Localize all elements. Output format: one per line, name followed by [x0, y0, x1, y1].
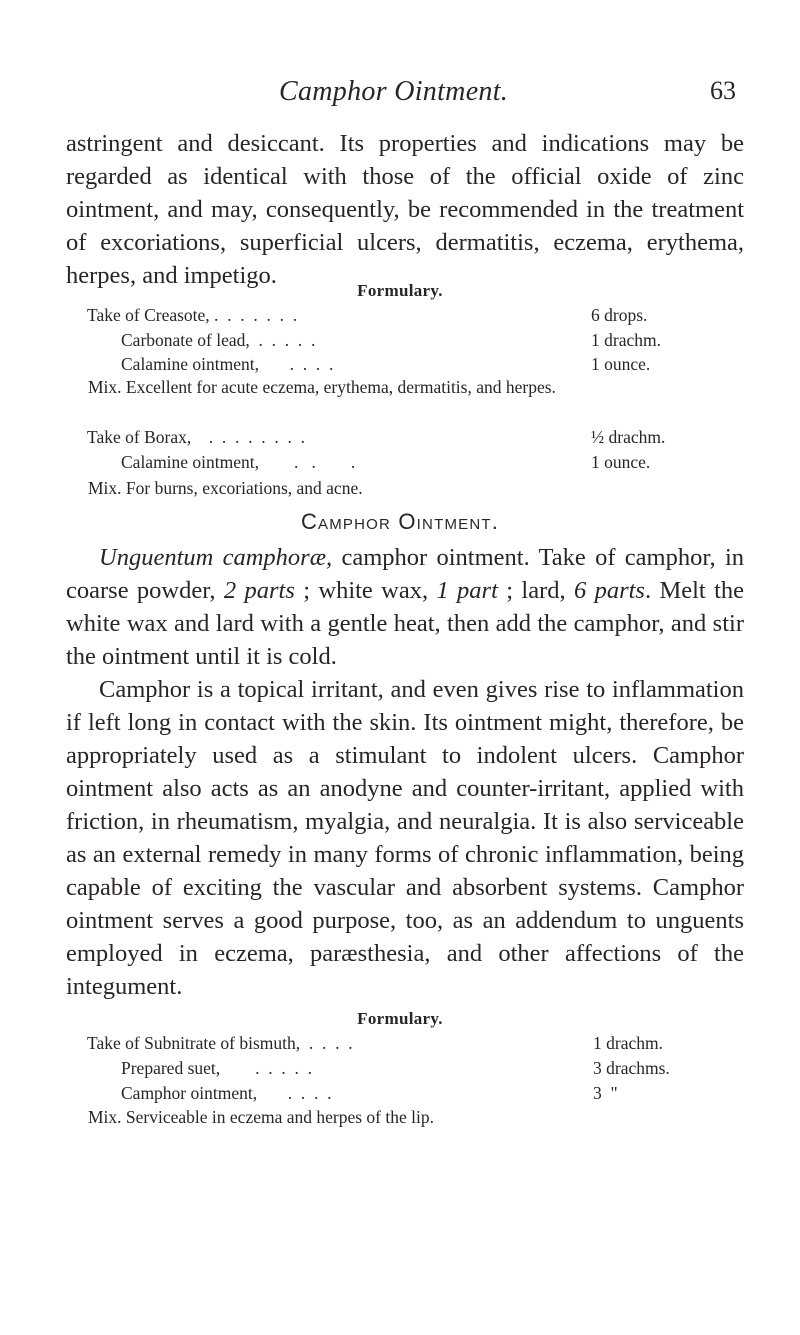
section-heading: Camphor Ointment. [300, 509, 500, 534]
mix-note: Mix. Serviceable in eczema and herpes of the lip. [88, 1107, 434, 1127]
ingredient: Take of Subnitrate of bismuth, . . . . [87, 1033, 353, 1053]
running-title: Camphor Ointment. [279, 76, 509, 107]
ingredient: Camphor ointment, . . . . [121, 1083, 332, 1103]
quantity: ½ drachm. [591, 427, 666, 447]
ingredient: Take of Borax, . . . . . . . . [87, 427, 305, 447]
quantity: 1 drachm. [593, 1033, 663, 1053]
ingredient: Calamine ointment, . . . . [121, 354, 334, 374]
formulary-heading: Formulary. [357, 1009, 443, 1028]
ingredient: Calamine ointment, . . . [121, 452, 356, 472]
ingredient: Prepared suet, . . . . . [121, 1058, 313, 1078]
mix-note: Mix. Excellent for acute eczema, erythema, dermatitis, and herpes. [88, 377, 556, 397]
section-paragraph-2: Camphor is a topical irritant, and even gives rise to inflammation if left long in contact with the skin. Its ointment might, therefore, be appropriately used as a stimulant to indolent ulcers. Camphor ointment also acts as an anodyne and counter-irritant, applied with friction, in rheumatism, myalgia, and neuralgia. It is also serviceable as an external remedy in many forms of chronic inflammation, being capable of exciting the vascular and absorbent systems. Camphor ointment serves a good purpose, too, as an addendum to unguents employed in eczema, paræsthesia, and other affections of the integument. [66, 676, 744, 1000]
quantity: 3 drachms. [593, 1058, 670, 1078]
formulary-heading: Formulary. [357, 281, 443, 300]
section-paragraph-1: Unguentum camphoræ, camphor ointment. Take of camphor, in coarse powder, 2 parts ; white wax, 1 part ; lard, 6 parts. Melt the white wax and lard with a gentle heat, then add the camphor, and stir the ointment until it is cold. [66, 544, 745, 670]
quantity: 3 " [593, 1083, 618, 1103]
latin-name: Unguentum camphoræ, [99, 544, 333, 571]
quantity: 1 drachm. [591, 330, 661, 350]
page-number: 63 [710, 76, 736, 105]
ingredient: Carbonate of lead, . . . . . [121, 330, 316, 350]
running-head [0, 76, 800, 116]
mix-note: Mix. For burns, excoriations, and acne. [88, 478, 363, 498]
quantity: 1 ounce. [591, 452, 651, 472]
quantity: 6 drops. [591, 305, 648, 325]
intro-paragraph: astringent and desiccant. Its properties and indications may be regarded as identical with those of the official oxide of zinc ointment, and may, consequently, be recommended in the treatment of excoriations, superficial ulcers, dermatitis, eczema, erythema, herpes, and impetigo. [66, 130, 744, 289]
ingredient: Take of Creasote, . . . . . . . [87, 305, 298, 325]
quantity: 1 ounce. [591, 354, 651, 374]
